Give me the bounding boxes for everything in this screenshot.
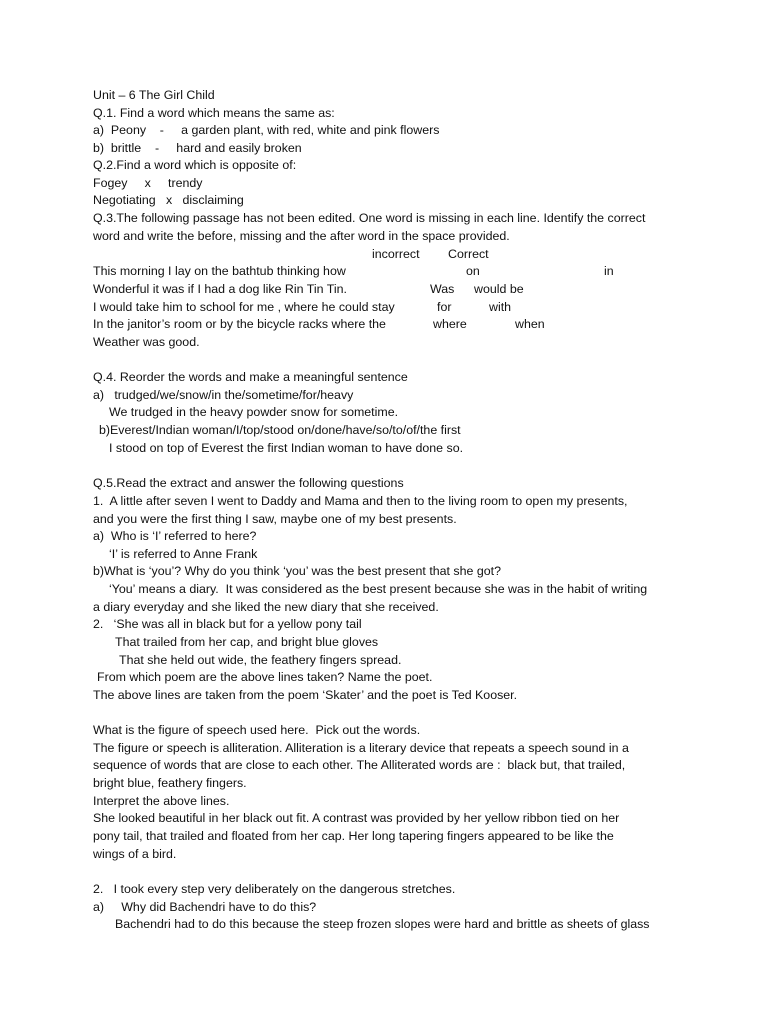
q4-a-answer: We trudged in the heavy powder snow for sometime. (109, 405, 399, 419)
q3-heading-1: Q.3.The following passage has not been edited. One word is missing in each line. Identify the correct (93, 211, 646, 225)
q4-a-question: a) trudged/we/snow/in the/sometime/for/heavy (93, 388, 354, 402)
q5-poem-answer: The above lines are taken from the poem ‘Skater’ and the poet is Ted Kooser. (93, 688, 518, 702)
q5-extract-3-question: a) Why did Bachendri have to do this? (93, 900, 317, 914)
q5-extract-3-line-1: 2. I took every step very deliberately on the dangerous stretches. (93, 882, 456, 896)
q3-column-incorrect: incorrect (372, 247, 420, 261)
q3-column-correct: Correct (448, 247, 489, 261)
q5-poem-question: From which poem are the above lines taken? Name the poet. (97, 670, 433, 684)
q5-extract-2-line-1: 2. ‘She was all in black but for a yellow pony tail (93, 617, 362, 631)
q5-b-answer-1: ‘You’ means a diary. It was considered as the best present because she was in the habit of writing (109, 582, 648, 596)
q3-row-2-correct: would be (474, 282, 524, 296)
q5-b-question: b)What is ‘you’? Why do you think ‘you’ was the best present that she got? (93, 564, 501, 578)
q3-row-1-text: This morning I lay on the bathtub thinking how (93, 264, 346, 278)
q2-line-1: Fogey x trendy (93, 176, 203, 190)
q4-heading: Q.4. Reorder the words and make a meaningful sentence (93, 370, 408, 384)
q5-heading: Q.5.Read the extract and answer the following questions (93, 476, 404, 490)
q5-interpret-question: Interpret the above lines. (93, 794, 230, 808)
q3-row-5-text: Weather was good. (93, 335, 200, 349)
q3-row-3-incorrect: for (437, 300, 452, 314)
q5-figure-answer-1: The figure or speech is alliteration. Alliteration is a literary device that repeats a speech sound in a (93, 741, 629, 755)
q1-answer-a: a) Peony - a garden plant, with red, white and pink flowers (93, 123, 440, 137)
q3-row-4-incorrect: where (433, 317, 467, 331)
q3-row-2-incorrect: Was (430, 282, 455, 296)
q1-heading: Q.1. Find a word which means the same as: (93, 106, 335, 120)
q3-row-2-text: Wonderful it was if I had a dog like Rin Tin Tin. (93, 282, 347, 296)
q5-a-question: a) Who is ‘I’ referred to here? (93, 529, 257, 543)
q5-a-answer: ‘I’ is referred to Anne Frank (109, 547, 258, 561)
q3-row-3-text: I would take him to school for me , where he could stay (93, 300, 395, 314)
q3-row-1-incorrect: on (466, 264, 480, 278)
q4-b-answer: I stood on top of Everest the first Indian woman to have done so. (109, 441, 464, 455)
q1-answer-b: b) brittle - hard and easily broken (93, 141, 302, 155)
q5-extract-2-line-3: That she held out wide, the feathery fingers spread. (119, 653, 402, 667)
q5-figure-question: What is the figure of speech used here. Pick out the words. (93, 723, 421, 737)
q2-line-2: Negotiating x disclaiming (93, 193, 244, 207)
q3-row-4-correct: when (515, 317, 545, 331)
q3-heading-2: word and write the before, missing and the after word in the space provided. (93, 229, 510, 243)
q5-interpret-answer-2: pony tail, that trailed and floated from her cap. Her long tapering fingers appeared to be like the (93, 829, 614, 843)
q5-interpret-answer-3: wings of a bird. (93, 847, 177, 861)
q3-row-1-correct: in (604, 264, 614, 278)
q5-figure-answer-2: sequence of words that are close to each other. The Alliterated words are : black but, that trailed, (93, 758, 626, 772)
q5-interpret-answer-1: She looked beautiful in her black out fit. A contrast was provided by her yellow ribbon tied on her (93, 811, 620, 825)
q5-extract-3-answer: Bachendri had to do this because the steep frozen slopes were hard and brittle as sheets of glass (115, 917, 650, 931)
q2-heading: Q.2.Find a word which is opposite of: (93, 158, 297, 172)
q3-row-3-correct: with (489, 300, 512, 314)
unit-title: Unit – 6 The Girl Child (93, 88, 215, 102)
q3-row-4-text: In the janitor’s room or by the bicycle racks where the (93, 317, 386, 331)
q5-extract-2-line-2: That trailed from her cap, and bright blue gloves (115, 635, 379, 649)
q5-extract-1-line-1: 1. A little after seven I went to Daddy and Mama and then to the living room to open my presents, (93, 494, 628, 508)
q4-b-question: b)Everest/Indian woman/I/top/stood on/done/have/so/to/of/the first (99, 423, 461, 437)
q5-b-answer-2: a diary everyday and she liked the new diary that she received. (93, 600, 439, 614)
q5-figure-answer-3: bright blue, feathery fingers. (93, 776, 247, 790)
q5-extract-1-line-2: and you were the first thing I saw, maybe one of my best presents. (93, 512, 457, 526)
